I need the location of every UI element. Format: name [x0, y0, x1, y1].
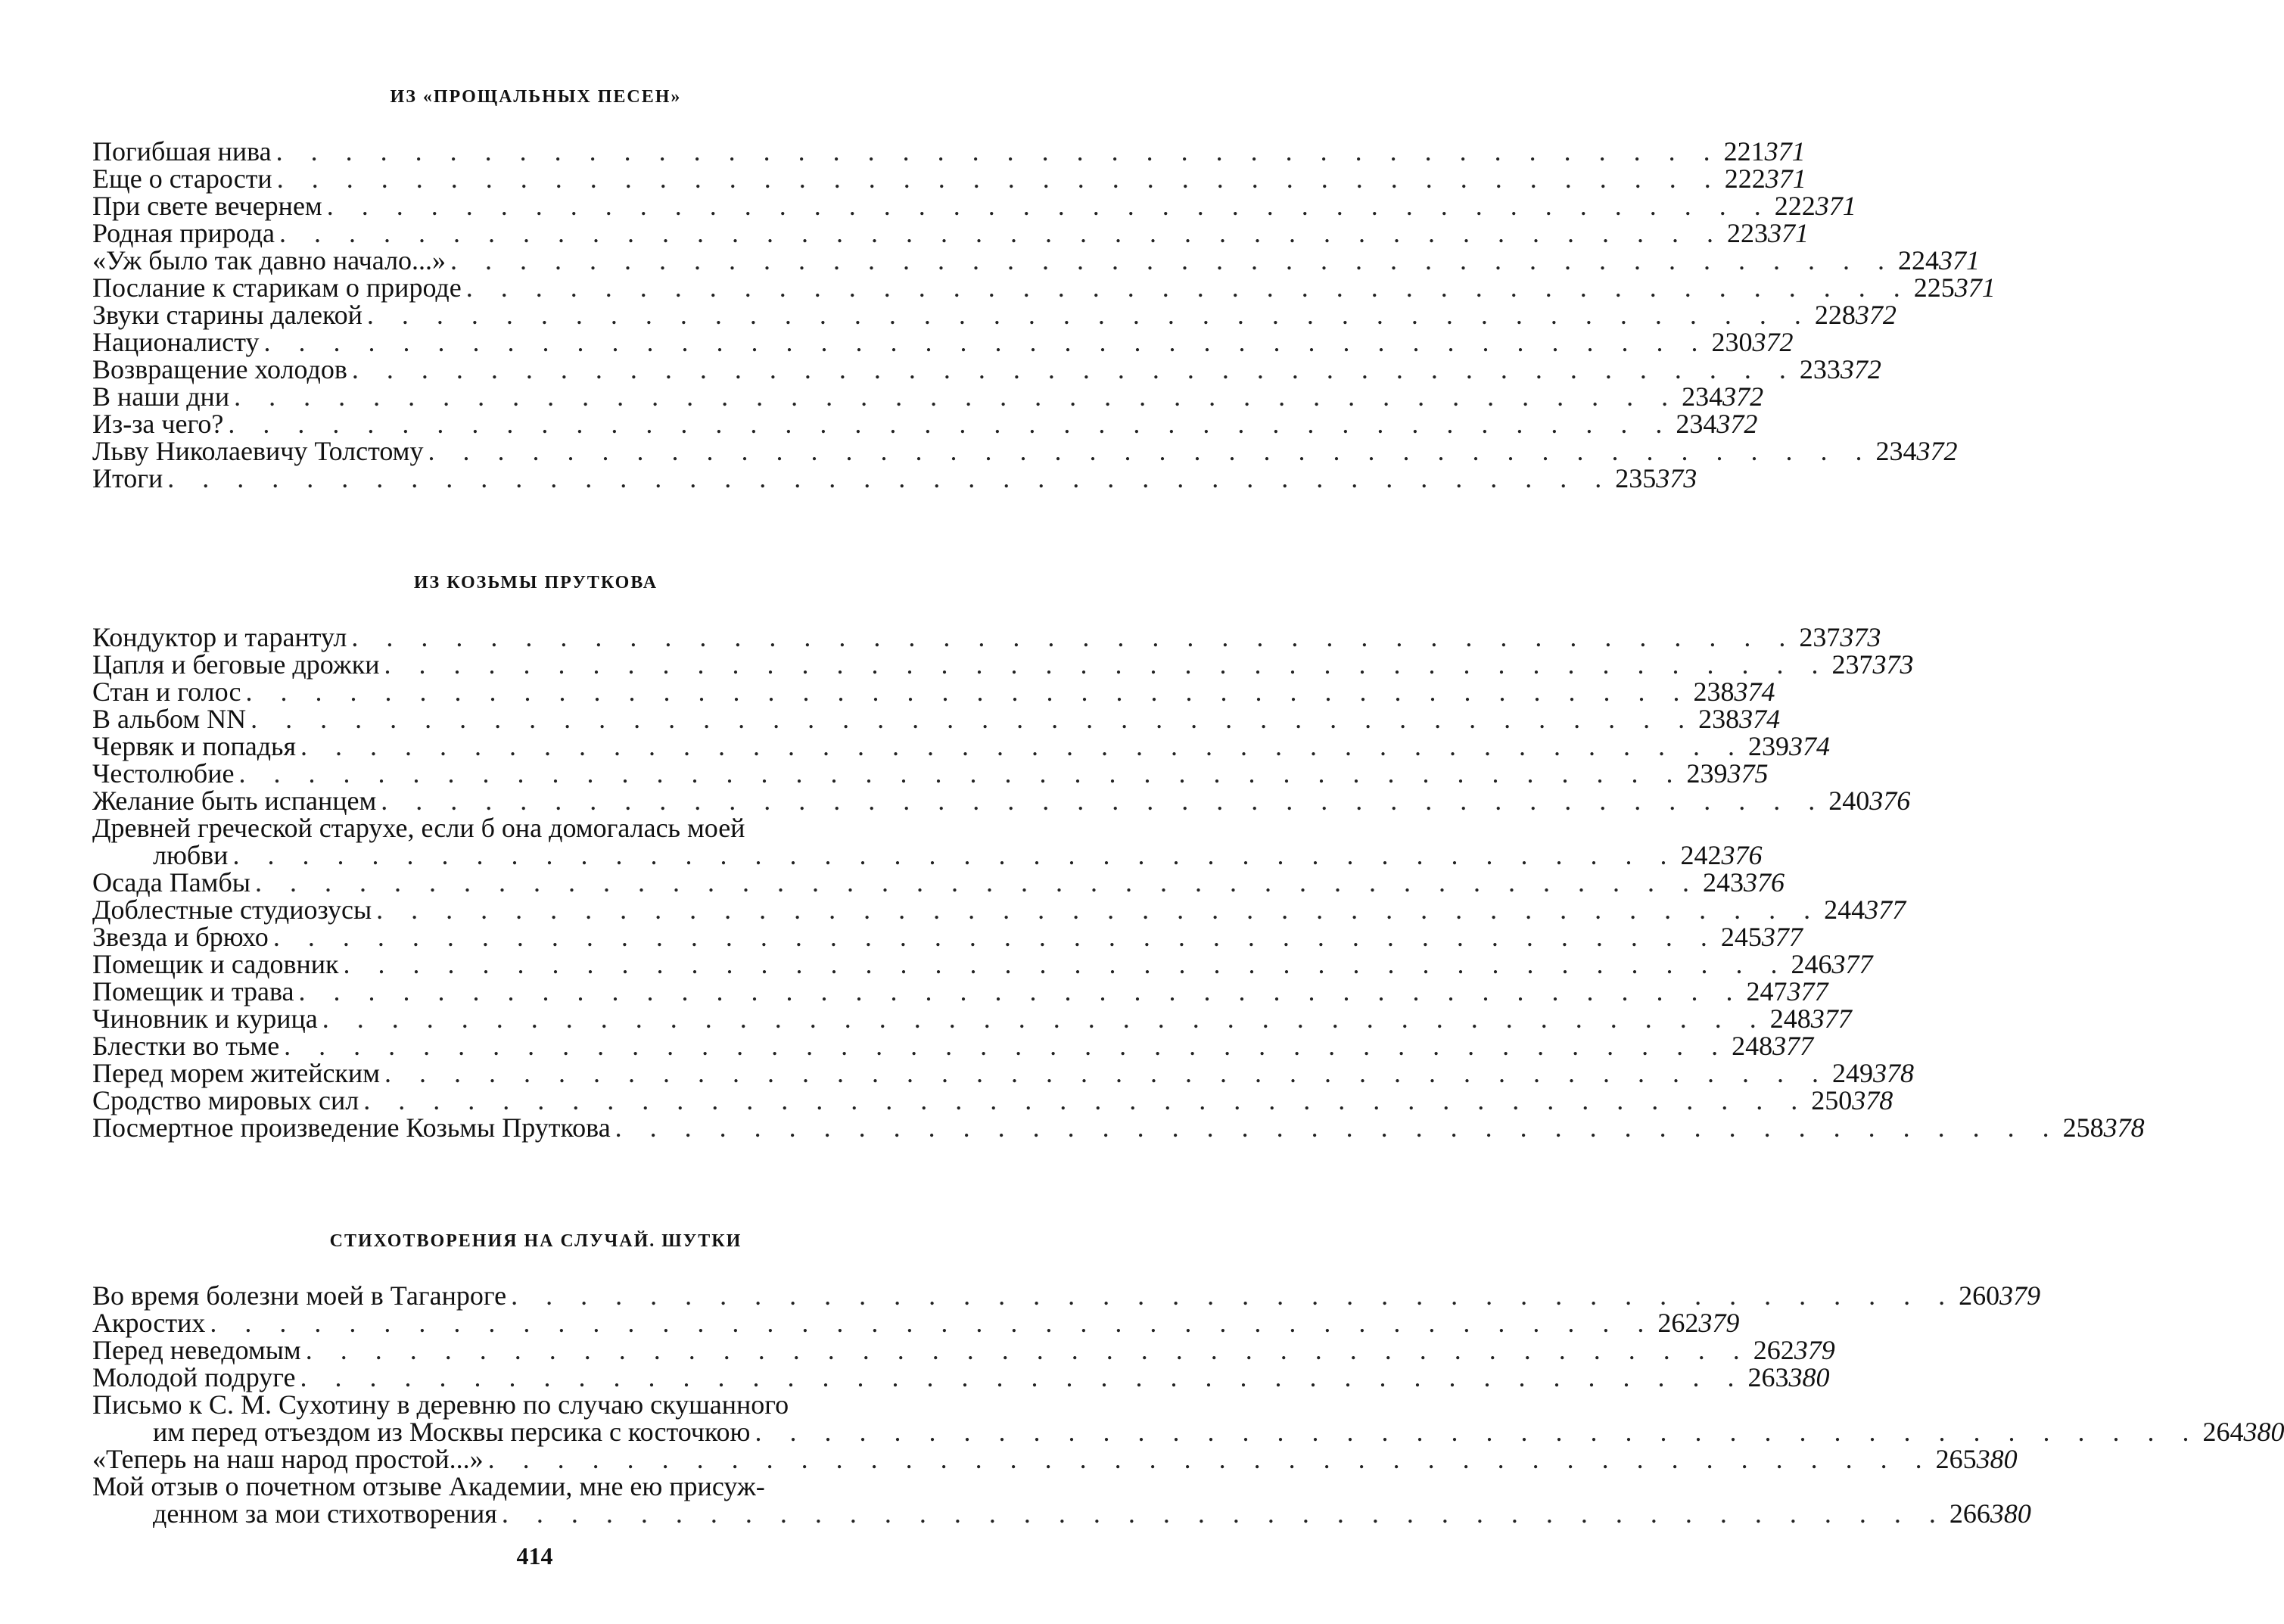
toc-entry [92, 813, 1763, 870]
entry-page: 242 [1680, 840, 1722, 870]
entry-page: 262 [1657, 1308, 1699, 1338]
entry-page: 239 [1748, 731, 1790, 761]
entry-note-page: 372 [1752, 327, 1794, 357]
dot-leader: . . . . . . . . . . . . . . . . . . . . . . . . . . . . . . . . . . . . . . . . . . [343, 949, 1788, 979]
entry-title: Стан и голос [92, 677, 241, 707]
entry-note-page: 378 [2103, 1112, 2145, 1143]
entry-page: 230 [1711, 327, 1753, 357]
entry-title: Честолюбие [92, 758, 235, 789]
entry-note-page: 373 [1656, 463, 1697, 493]
entry-title: Погибшая нива [92, 136, 272, 166]
entry-note-page: 371 [1939, 245, 1981, 275]
toc-entry [92, 463, 1697, 493]
dot-leader: . . . . . . . . . . . . . . . . . . . . . . . . . . . . . . . . . . . . . . . . . . [263, 327, 1709, 357]
entry-page: 234 [1676, 409, 1717, 439]
toc-entry [92, 436, 1958, 466]
entry-note-page: 376 [1869, 786, 1911, 816]
toc-section [92, 568, 2145, 1143]
entry-list [92, 622, 2145, 1143]
entry-page: 245 [1720, 922, 1762, 952]
dot-leader: . . . . . . . . . . . . . . . . . . . . . . . . . . . . . . . . . . . . . . . . . . [238, 758, 1684, 789]
dot-leader: . . . . . . . . . . . . . . . . . . . . . . . . . . . . . . . . . . . . . . . . . . [234, 381, 1679, 412]
entry-title: Перед морем житейским [92, 1058, 380, 1088]
toc-entry [92, 218, 1809, 248]
entry-note-page: 380 [1788, 1362, 1830, 1392]
toc-entry [92, 758, 1769, 789]
dot-leader: . . . . . . . . . . . . . . . . . . . . . . . . . . . . . . . . . . . . . . . . . . [381, 786, 1826, 816]
dot-leader: . . . . . . . . . . . . . . . . . . . . . . . . . . . . . . . . . . . . . . . . . . [501, 1498, 1946, 1529]
dot-leader: . . . . . . . . . . . . . . . . . . . . . . . . . . . . . . . . . . . . . . . . . . [322, 1003, 1767, 1034]
dot-leader: . . . . . . . . . . . . . . . . . . . . . . . . . . . . . . . . . . . . . . . . . . [384, 649, 1829, 680]
entry-title: Перед неведомым [92, 1335, 301, 1365]
dot-leader: . . . . . . . . . . . . . . . . . . . . . . . . . . . . . . . . . . . . . . . . . . [167, 463, 1613, 493]
toc-section [92, 1226, 2284, 1529]
toc-entry [92, 1003, 1852, 1034]
toc-entry [92, 649, 1914, 680]
entry-note-page: 375 [1727, 758, 1769, 789]
entry-note-page: 377 [1761, 922, 1803, 952]
entry-page: 237 [1799, 622, 1841, 652]
entry-title: Акростих [92, 1308, 206, 1338]
dot-leader: . . . . . . . . . . . . . . . . . . . . . . . . . . . . . . . . . . . . . . . . . . [615, 1112, 2060, 1143]
entry-title: Возвращение холодов [92, 354, 347, 384]
entry-page: 221 [1723, 136, 1765, 166]
dot-leader: . . . . . . . . . . . . . . . . . . . . . . . . . . . . . . . . . . . . . . . . . . [511, 1280, 1956, 1311]
dot-leader: . . . . . . . . . . . . . . . . . . . . . . . . . . . . . . . . . . . . . . . . . . [300, 1362, 1745, 1392]
entry-title: Националисту [92, 327, 260, 357]
entry-title: Звезда и брюхо [92, 922, 269, 952]
entry-page: 260 [1959, 1280, 2000, 1311]
entry-note-page: 376 [1743, 867, 1785, 898]
dot-leader: . . . . . . . . . . . . . . . . . . . . . . . . . . . . . . . . . . . . . . . . . . [279, 218, 1724, 248]
entry-note-page: 377 [1787, 976, 1828, 1006]
entry-title: Осада Памбы [92, 867, 250, 898]
dot-leader: . . . . . . . . . . . . . . . . . . . . . . . . . . . . . . . . . . . . . . . . . . [250, 704, 1696, 734]
dot-leader: . . . . . . . . . . . . . . . . . . . . . . . . . . . . . . . . . . . . . . . . . . [465, 272, 1911, 303]
entry-page: 250 [1811, 1085, 1853, 1115]
entry-page: 263 [1747, 1362, 1789, 1392]
entry-note-page: 376 [1721, 840, 1763, 870]
entry-title: Во время болезни моей в Таганроге [92, 1280, 507, 1311]
entry-page: 223 [1727, 218, 1768, 248]
entry-page: 234 [1875, 436, 1917, 466]
toc-entry [92, 191, 1856, 221]
toc-entry [92, 1362, 1830, 1392]
entry-note-page: 380 [2243, 1417, 2284, 1447]
toc-entry [92, 272, 1996, 303]
toc-entry [92, 1444, 2018, 1474]
entry-page: 239 [1686, 758, 1728, 789]
dot-leader: . . . . . . . . . . . . . . . . . . . . . . . . . . . . . . . . . . . . . . . . . . [351, 622, 1797, 652]
dot-leader: . . . . . . . . . . . . . . . . . . . . . . . . . . . . . . . . . . . . . . . . . . [228, 409, 1673, 439]
entry-title-continuation: денном за мои стихотворения [153, 1498, 497, 1529]
entry-title: Из-за чего? [92, 409, 224, 439]
entry-title: Итоги [92, 463, 163, 493]
entry-note-page: 378 [1852, 1085, 1893, 1115]
toc-entry [92, 894, 1906, 925]
entry-note-page: 373 [1872, 649, 1914, 680]
toc-entry [92, 786, 1911, 816]
entry-page: 233 [1799, 354, 1841, 384]
entry-note-page: 379 [1999, 1280, 2041, 1311]
dot-leader: . . . . . . . . . . . . . . . . . . . . . . . . . . . . . . . . . . . . . . . . . . [351, 354, 1797, 384]
entry-note-page: 378 [1872, 1058, 1914, 1088]
entry-title: Помещик и трава [92, 976, 294, 1006]
entry-page: 248 [1732, 1031, 1773, 1061]
entry-page: 222 [1774, 191, 1816, 221]
entry-list [92, 136, 1996, 493]
entry-page: 240 [1828, 786, 1870, 816]
entry-note-page: 371 [1815, 191, 1856, 221]
toc-entry [92, 1112, 2145, 1143]
toc-entry [92, 163, 1806, 194]
entry-title: Еще о старости [92, 163, 272, 194]
entry-note-page: 377 [1831, 949, 1873, 979]
dot-leader: . . . . . . . . . . . . . . . . . . . . . . . . . . . . . . . . . . . . . . . . . . [755, 1417, 2200, 1447]
dot-leader: . . . . . . . . . . . . . . . . . . . . . . . . . . . . . . . . . . . . . . . . . . [428, 436, 1873, 466]
dot-leader: . . . . . . . . . . . . . . . . . . . . . . . . . . . . . . . . . . . . . . . . . . [300, 731, 1746, 761]
entry-note-page: 372 [1840, 354, 1881, 384]
entry-page: 224 [1898, 245, 1940, 275]
dot-leader: . . . . . . . . . . . . . . . . . . . . . . . . . . . . . . . . . . . . . . . . . . [376, 894, 1822, 925]
entry-note-page: 371 [1765, 163, 1806, 194]
entry-note-page: 377 [1865, 894, 1906, 925]
toc-page [92, 82, 2284, 1529]
dot-leader: . . . . . . . . . . . . . . . . . . . . . . . . . . . . . . . . . . . . . . . . . . [245, 677, 1691, 707]
toc-section [92, 82, 1996, 493]
dot-leader: . . . . . . . . . . . . . . . . . . . . . . . . . . . . . . . . . . . . . . . . . . [276, 163, 1722, 194]
dot-leader: . . . . . . . . . . . . . . . . . . . . . . . . . . . . . . . . . . . . . . . . . . [284, 1031, 1729, 1061]
entry-title: В наши дни [92, 381, 230, 412]
entry-page: 258 [2062, 1112, 2104, 1143]
entry-title: Родная природа [92, 218, 275, 248]
toc-entry [92, 1308, 1740, 1338]
toc-entry [92, 1031, 1814, 1061]
toc-entry [92, 622, 1881, 652]
entry-page: 247 [1746, 976, 1788, 1006]
entry-page: 234 [1682, 381, 1723, 412]
entry-title: Молодой подруге [92, 1362, 296, 1392]
entry-page: 248 [1769, 1003, 1811, 1034]
dot-leader: . . . . . . . . . . . . . . . . . . . . . . . . . . . . . . . . . . . . . . . . . . [366, 300, 1812, 330]
entry-note-page: 372 [1916, 436, 1958, 466]
entry-title: Мой отзыв о почетном отзыве Академии, мне ею присуж- [92, 1471, 765, 1501]
entry-page: 266 [1949, 1498, 1990, 1529]
toc-entry [92, 381, 1764, 412]
section-title: ИЗ «ПРОЩАЛЬНЫХ ПЕСЕН» [390, 87, 682, 107]
entry-note-page: 374 [1739, 704, 1781, 734]
toc-entry [92, 704, 1781, 734]
entry-page: 238 [1693, 677, 1735, 707]
dot-leader: . . . . . . . . . . . . . . . . . . . . . . . . . . . . . . . . . . . . . . . . . . [487, 1444, 1933, 1474]
entry-title: Послание к старикам о природе [92, 272, 462, 303]
entry-note-page: 371 [1764, 136, 1806, 166]
toc-entry [92, 409, 1758, 439]
entry-title: «Теперь на наш народ простой...» [92, 1444, 484, 1474]
toc-entry [92, 354, 1881, 384]
entry-note-page: 380 [1976, 1444, 2018, 1474]
entry-note-page: 372 [1722, 381, 1764, 412]
toc-entry [92, 976, 1828, 1006]
dot-leader: . . . . . . . . . . . . . . . . . . . . . . . . . . . . . . . . . . . . . . . . . . [305, 1335, 1750, 1365]
dot-leader: . . . . . . . . . . . . . . . . . . . . . . . . . . . . . . . . . . . . . . . . . . [363, 1085, 1809, 1115]
entry-note-page: 373 [1840, 622, 1881, 652]
entry-page: 235 [1615, 463, 1657, 493]
entry-note-page: 380 [1990, 1498, 2031, 1529]
toc-entry [92, 677, 1775, 707]
entry-note-page: 374 [1789, 731, 1831, 761]
dot-leader: . . . . . . . . . . . . . . . . . . . . . . . . . . . . . . . . . . . . . . . . . . [298, 976, 1744, 1006]
entry-page: 265 [1935, 1444, 1977, 1474]
entry-page: 249 [1831, 1058, 1873, 1088]
entry-title: При свете вечернем [92, 191, 322, 221]
entry-page: 225 [1913, 272, 1955, 303]
entry-title: В альбом NN [92, 704, 247, 734]
entry-title-continuation: любви [153, 840, 229, 870]
toc-entry [92, 245, 1981, 275]
toc-entry [92, 1471, 2031, 1529]
entry-page: 238 [1698, 704, 1740, 734]
toc-entry [92, 922, 1803, 952]
entry-note-page: 379 [1794, 1335, 1835, 1365]
entry-page: 246 [1791, 949, 1832, 979]
toc-entry [92, 731, 1831, 761]
entry-title: Древней греческой старухе, если б она домогалась моей [92, 813, 745, 843]
entry-title: Посмертное произведение Козьмы Пруткова [92, 1112, 611, 1143]
toc-entry [92, 136, 1806, 166]
entry-title: Цапля и беговые дрожки [92, 649, 380, 680]
entry-list [92, 1280, 2284, 1529]
entry-note-page: 374 [1734, 677, 1775, 707]
dot-leader: . . . . . . . . . . . . . . . . . . . . . . . . . . . . . . . . . . . . . . . . . . [232, 840, 1678, 870]
dot-leader: . . . . . . . . . . . . . . . . . . . . . . . . . . . . . . . . . . . . . . . . . . [384, 1058, 1829, 1088]
entry-title: Желание быть испанцем [92, 786, 377, 816]
entry-page: 237 [1831, 649, 1873, 680]
section-title: СТИХОТВОРЕНИЯ НА СЛУЧАЙ. ШУТКИ [329, 1231, 742, 1251]
toc-entry [92, 1280, 2041, 1311]
entry-title: Льву Николаевичу Толстому [92, 436, 424, 466]
entry-note-page: 371 [1768, 218, 1809, 248]
entry-title: Звуки старины далекой [92, 300, 363, 330]
toc-entry [92, 1085, 1893, 1115]
toc-entry [92, 327, 1794, 357]
entry-title: Червяк и попадья [92, 731, 297, 761]
dot-leader: . . . . . . . . . . . . . . . . . . . . . . . . . . . . . . . . . . . . . . . . . . [275, 136, 1721, 166]
entry-title-continuation: им перед отъездом из Москвы персика с косточкою [153, 1417, 751, 1447]
entry-page: 243 [1702, 867, 1744, 898]
dot-leader: . . . . . . . . . . . . . . . . . . . . . . . . . . . . . . . . . . . . . . . . . . [254, 867, 1700, 898]
entry-page: 222 [1724, 163, 1766, 194]
entry-page: 244 [1824, 894, 1865, 925]
entry-page: 228 [1814, 300, 1856, 330]
entry-title: Чиновник и курица [92, 1003, 318, 1034]
dot-leader: . . . . . . . . . . . . . . . . . . . . . . . . . . . . . . . . . . . . . . . . . . [450, 245, 1896, 275]
toc-entry [92, 1389, 2284, 1447]
toc-entry [92, 1335, 1835, 1365]
entry-title: Кондуктор и тарантул [92, 622, 347, 652]
toc-entry [92, 867, 1785, 898]
section-title: ИЗ КОЗЬМЫ ПРУТКОВА [413, 573, 658, 593]
dot-leader: . . . . . . . . . . . . . . . . . . . . . . . . . . . . . . . . . . . . . . . . . . [210, 1308, 1655, 1338]
entry-title: Письмо к С. М. Сухотину в деревню по случаю скушанного [92, 1389, 789, 1420]
toc-entry [92, 1058, 1914, 1088]
entry-note-page: 372 [1855, 300, 1897, 330]
entry-note-page: 377 [1810, 1003, 1852, 1034]
entry-page: 262 [1753, 1335, 1794, 1365]
entry-title: Доблестные студиозусы [92, 894, 372, 925]
entry-note-page: 372 [1716, 409, 1758, 439]
entry-page: 264 [2202, 1417, 2244, 1447]
dot-leader: . . . . . . . . . . . . . . . . . . . . . . . . . . . . . . . . . . . . . . . . . . [326, 191, 1772, 221]
entry-title: «Уж было так давно начало...» [92, 245, 447, 275]
toc-entry [92, 300, 1897, 330]
entry-note-page: 377 [1772, 1031, 1814, 1061]
page-number: 414 [516, 1542, 553, 1570]
entry-title: Сродство мировых сил [92, 1085, 359, 1115]
entry-title: Блестки во тьме [92, 1031, 280, 1061]
dot-leader: . . . . . . . . . . . . . . . . . . . . . . . . . . . . . . . . . . . . . . . . . . [272, 922, 1718, 952]
entry-title: Помещик и садовник [92, 949, 339, 979]
entry-note-page: 371 [1954, 272, 1996, 303]
entry-note-page: 379 [1698, 1308, 1740, 1338]
toc-entry [92, 949, 1873, 979]
